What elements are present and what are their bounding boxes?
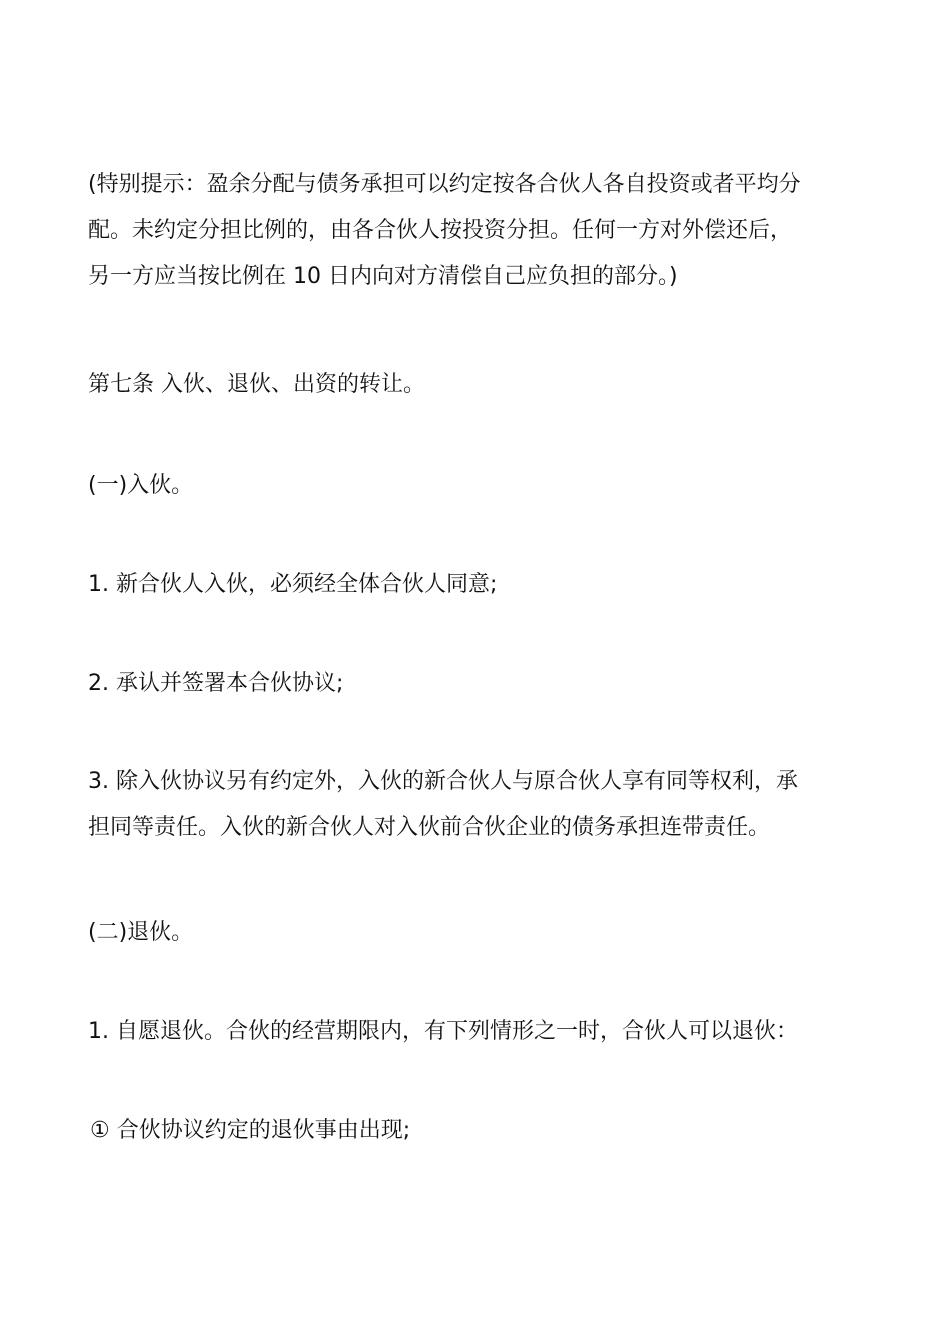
special-note-paragraph xyxy=(88,162,868,300)
section-exit-heading xyxy=(88,910,868,956)
join-item-3 xyxy=(88,759,868,851)
section-join-heading xyxy=(88,463,868,509)
exit-case-1 xyxy=(90,1108,870,1154)
join-item-1 xyxy=(88,562,868,608)
join-item-2-line: 2. 承认并签署本合伙协议; xyxy=(88,671,344,696)
section-join-heading-text: (一)入伙。 xyxy=(88,473,194,498)
section-exit-heading-text: (二)退伙。 xyxy=(88,920,194,945)
join-item-2 xyxy=(88,661,868,707)
special-note-line: (特别提示：盈余分配与债务承担可以约定按各合伙人各自投资或者平均分 xyxy=(88,172,801,197)
voluntary-exit-paragraph xyxy=(88,1009,868,1055)
join-item-3-line: 3. 除入伙协议另有约定外，入伙的新合伙人与原合伙人享有同等权利，承 xyxy=(88,769,798,794)
article-7-heading-text: 第七条 入伙、退伙、出资的转让。 xyxy=(88,372,425,397)
voluntary-exit-text: 1. 自愿退伙。合伙的经营期限内，有下列情形之一时，合伙人可以退伙： xyxy=(88,1019,798,1044)
special-note-line: 配。未约定分担比例的，由各合伙人按投资分担。任何一方对外偿还后， xyxy=(88,218,793,243)
join-item-3-line: 担同等责任。入伙的新合伙人对入伙前合伙企业的债务承担连带责任。 xyxy=(88,815,771,840)
join-item-1-line: 1. 新合伙人入伙，必须经全体合伙人同意; xyxy=(88,572,498,597)
article-7-heading xyxy=(88,362,868,408)
exit-case-1-text: ① 合伙协议约定的退伙事由出现; xyxy=(90,1118,411,1143)
special-note-line: 另一方应当按比例在 10 日内向对方清偿自己应负担的部分。) xyxy=(88,264,678,289)
